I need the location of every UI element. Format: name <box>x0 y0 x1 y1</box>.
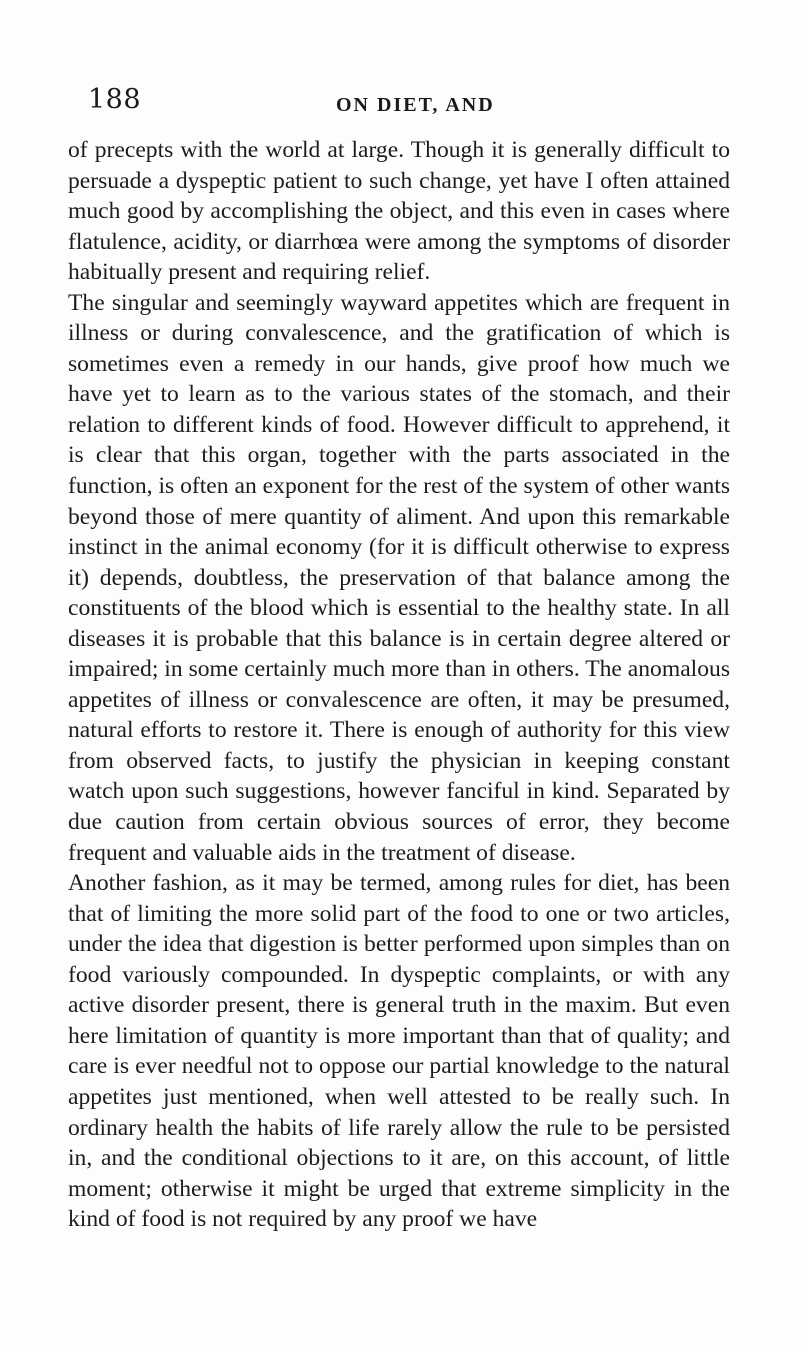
body-text <box>68 135 730 1235</box>
page-header <box>88 80 728 120</box>
paragraph: Another fashion, as it may be termed, among rules for diet, has been that of limiting the more solid part of the food to one or two articles, under the idea that digestion is better performed upon simples than on food variously compounded. In dyspeptic complaints, or with any active disorder present, there is general truth in the maxim. But even here limitation of quantity is more important than that of quality; and care is ever needful not to oppose our partial knowledge to the natural appetites just mentioned, when well attested to be really such. In ordinary health the habits of life rarely allow the rule to be persisted in, and the conditional objections to it are, on this account, of little moment; otherwise it might be urged that extreme simplicity in the kind of food is not required by any proof we have <box>68 870 730 1233</box>
page-number: 188 <box>88 84 142 115</box>
running-head: ON DIET, AND <box>336 94 495 116</box>
paragraph: of precepts with the world at large. Though it is generally difficult to persuade a dyspeptic patient to such change, yet have I often attained much good by accomplishing the object, and this even in cases where flatulence, acidity, or diarrhœa were among the symptoms of disorder habitually present and requiring relief. <box>68 137 730 286</box>
paragraph: The singular and seemingly wayward appetites which are frequent in illness or during convalescence, and the gratification of which is sometimes even a remedy in our hands, give proof how much we have yet to learn as to the various states of the stomach, and their relation to different kinds of food. However difficult to apprehend, it is clear that this organ, together with the parts associated in the function, is often an exponent for the rest of the system of other wants beyond those of mere quantity of aliment. And upon this remarkable instinct in the animal economy (for it is difficult otherwise to express it) depends, doubtless, the preservation of that balance among the constituents of the blood which is essential to the healthy state. In all diseases it is probable that this balance is in certain degree altered or impaired; in some certainly much more than in others. The anomalous appetites of illness or convalescence are often, it may be presumed, natural efforts to restore it. There is enough of authority for this view from observed facts, to justify the physician in keeping constant watch upon such suggestions, however fanciful in kind. Separated by due caution from certain obvious sources of error, they become frequent and valuable aids in the treatment of disease. <box>68 289 730 866</box>
